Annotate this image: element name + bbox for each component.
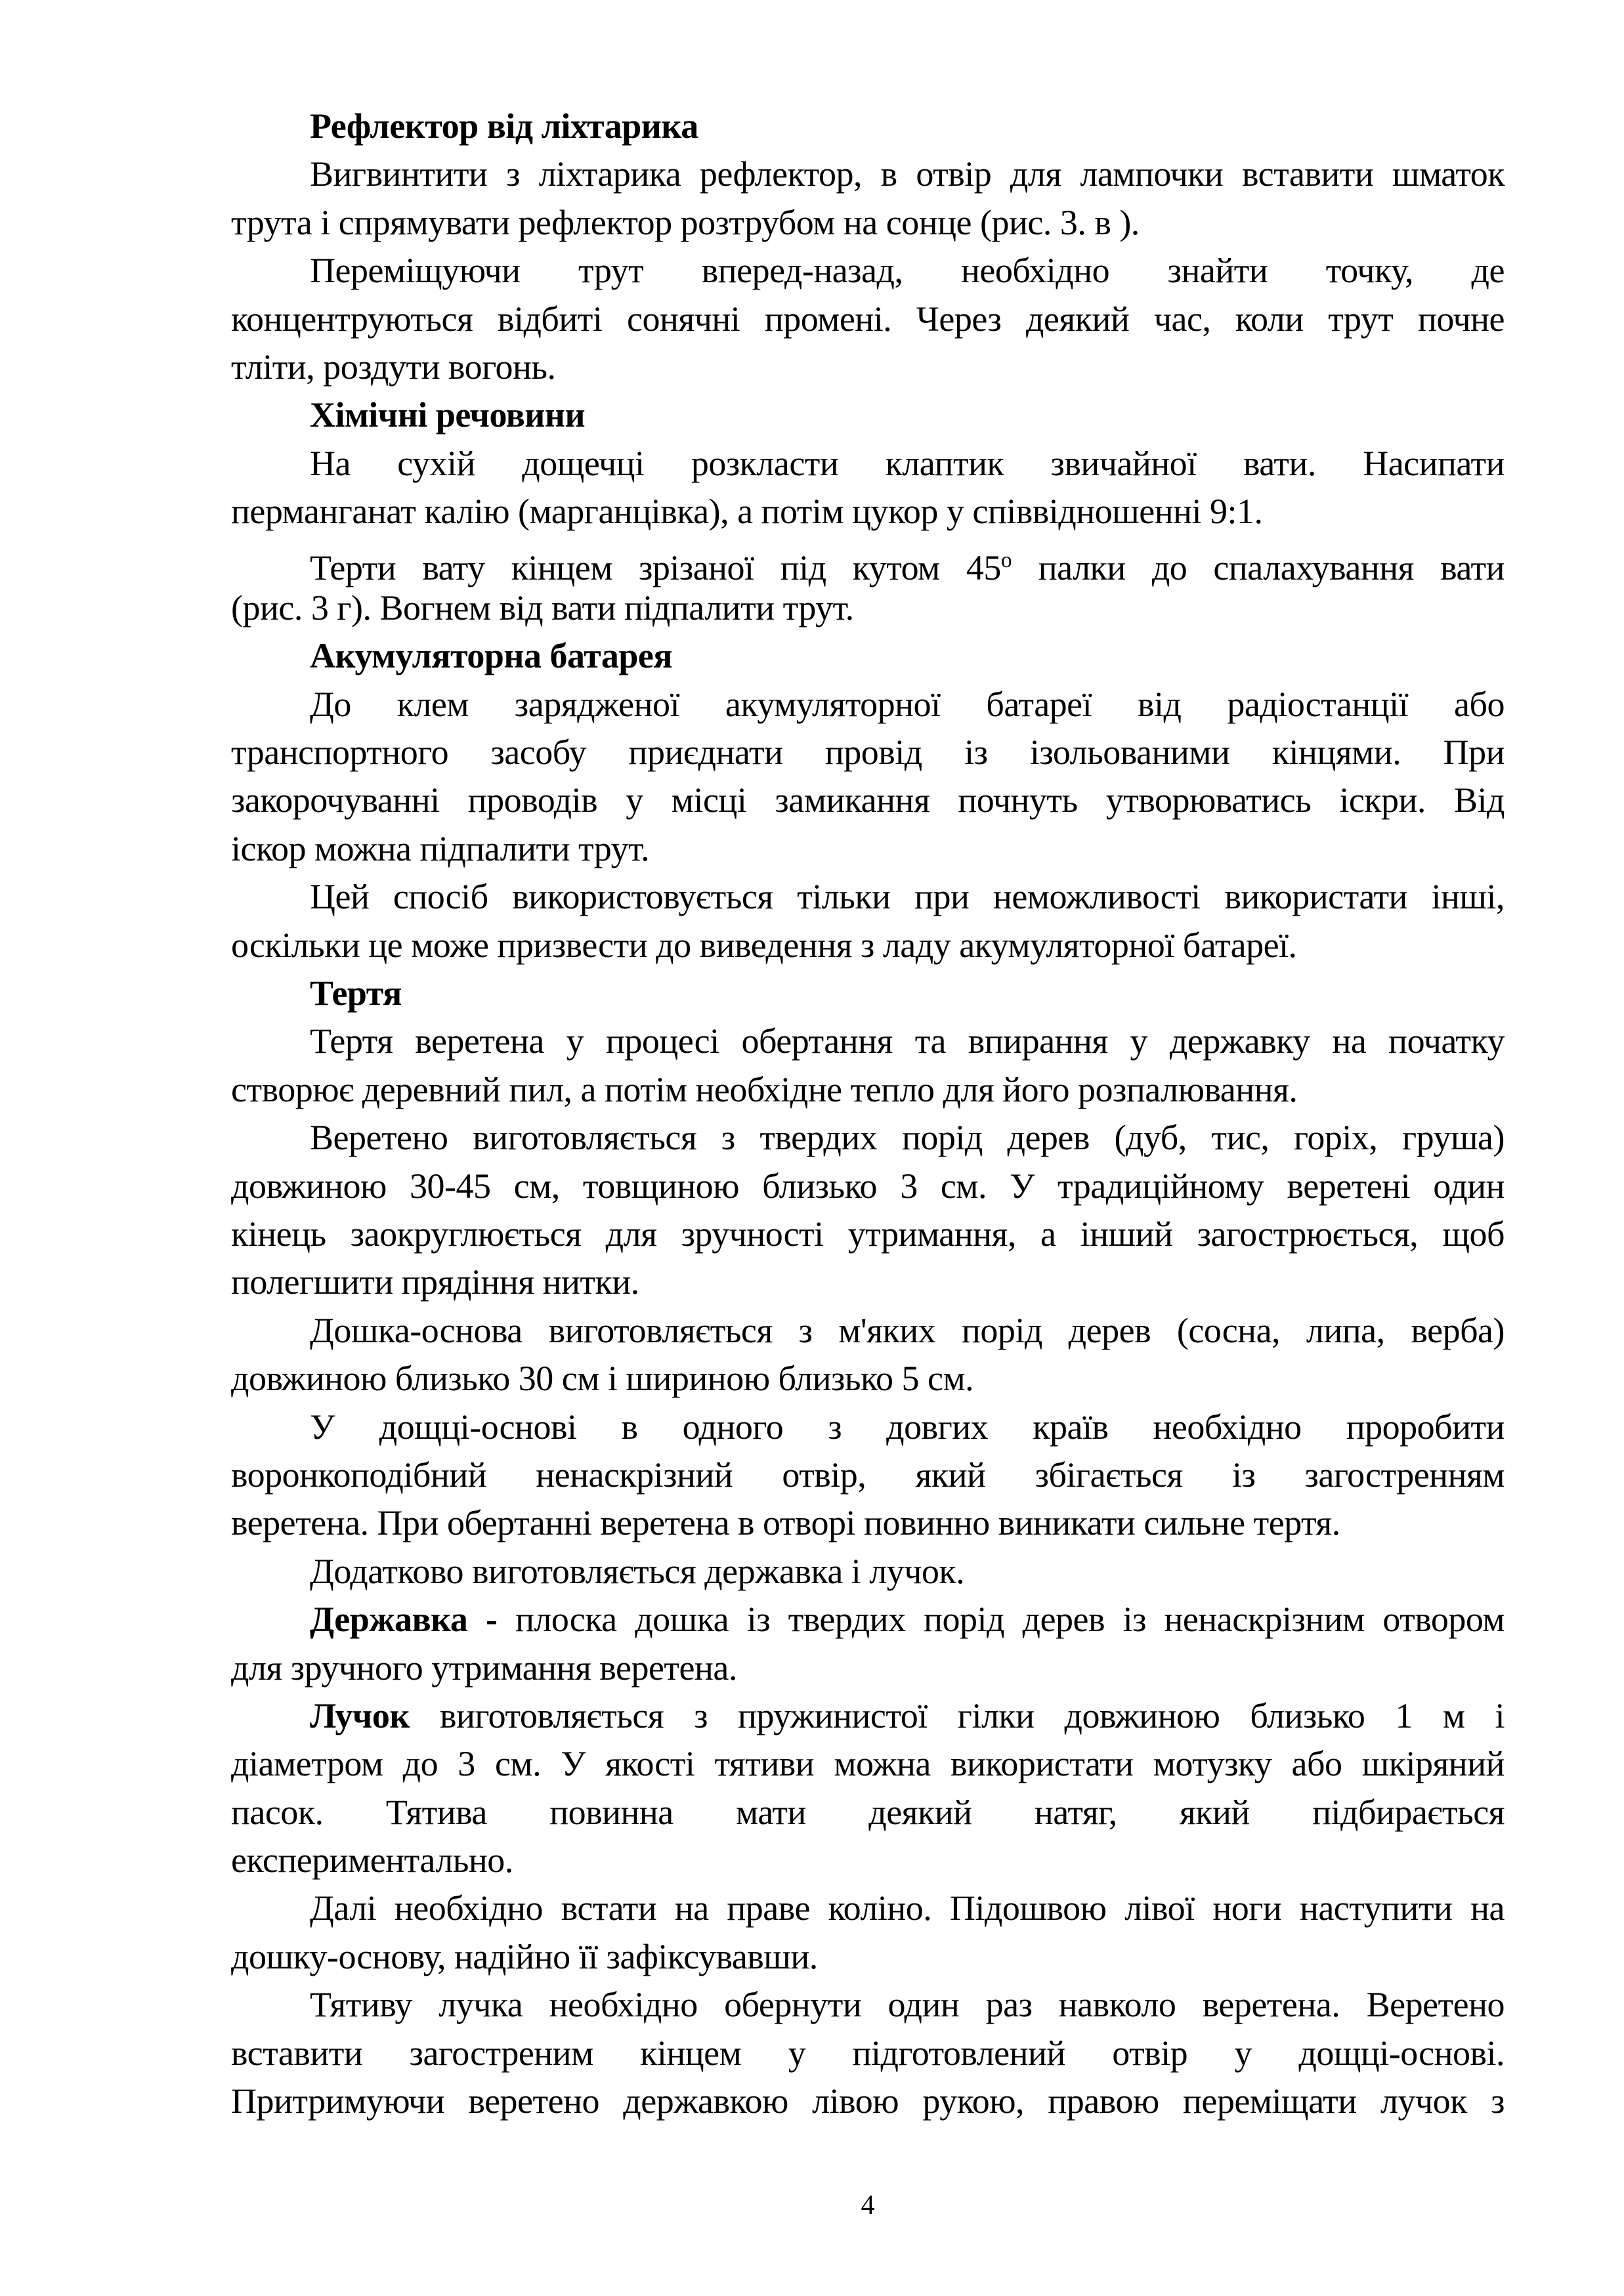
- text-run: У дощці-основі в одного з довгих країв необхідно проробити: [310, 1407, 1505, 1447]
- text-run: Переміщуючи трут вперед-назад, необхідно знайти точку, де: [310, 251, 1505, 291]
- bold-run: Державка -: [310, 1600, 498, 1640]
- text-run: До клем зарядженої акумуляторної батареї від радіостанції або: [310, 684, 1505, 724]
- section-heading: [231, 391, 1505, 439]
- text-run: закорочуванні проводів у місці замикання почнуть утворюватись іскри. Від: [231, 780, 1505, 820]
- text-run: експериментально.: [231, 1840, 513, 1881]
- text-line: [231, 729, 1505, 776]
- text-line: [231, 1451, 1505, 1499]
- page-footer: [231, 2190, 1505, 2221]
- text-line: [231, 776, 1505, 824]
- text-run: веретена. При обертанні веретена в отворі повинно виникати сильне тертя.: [231, 1503, 1340, 1543]
- text-run: Тятиву лучка необхідно обернути один раз навколо веретена. Веретено: [310, 1985, 1505, 2025]
- text-line: [231, 536, 1505, 587]
- text-line: [231, 295, 1505, 343]
- text-run: для зручного утримання веретена.: [231, 1648, 737, 1688]
- text-line: [231, 1355, 1505, 1403]
- text-run: воронкоподібний ненаскрізний отвір, який збігається із загостренням: [231, 1455, 1505, 1495]
- text-line: [231, 247, 1505, 295]
- text-line: [231, 1596, 1505, 1644]
- text-line: [231, 1499, 1505, 1547]
- text-run: створює деревний пил, а потім необхідне тепло для його розпалювання.: [231, 1069, 1298, 1109]
- text-run: пасок. Тятива повинна мати деякий натяг, який підбирається: [231, 1792, 1505, 1832]
- text-run: довжиною 30-45 см, товщиною близько 3 см. У традиційному веретені один: [231, 1166, 1505, 1206]
- text-line: [231, 488, 1505, 536]
- text-line: [231, 584, 1505, 632]
- text-line: [231, 1210, 1505, 1258]
- text-run: плоска дошка із твердих порід дерев із ненаскрізним отвором: [497, 1600, 1505, 1640]
- text-line: [231, 1644, 1505, 1692]
- text-run: транспортного засобу приєднати провід із ізольованими кінцями. При: [231, 733, 1505, 773]
- text-line: [231, 343, 1505, 391]
- text-line: [231, 922, 1505, 969]
- text-run: Додатково виготовляється державка і лучок.: [310, 1551, 965, 1591]
- superscript-run: о: [1000, 547, 1012, 572]
- text-run: Терти вату кінцем зрізаної під кутом 45: [310, 547, 1001, 587]
- text-line: [231, 150, 1505, 198]
- text-run: Тертя веретена у процесі обертання та впирання у державку на початку: [310, 1021, 1505, 1061]
- text-run: Веретено виготовляється з твердих порід дерев (дуб, тис, горіх, груша): [310, 1118, 1505, 1158]
- text-line: [231, 2030, 1505, 2077]
- text-run: трута і спрямувати рефлектор розтрубом на сонце (рис. 3. в ).: [231, 202, 1140, 242]
- text-run: Притримуючи веретено державкою лівою рукою, правою переміщати лучок з: [231, 2081, 1505, 2121]
- text-line: [231, 1692, 1505, 1740]
- text-run: Дошка-основа виготовляється з м'яких порід дерев (сосна, липа, верба): [310, 1310, 1505, 1350]
- text-line: [231, 1981, 1505, 2029]
- text-line: [231, 1403, 1505, 1451]
- text-line: [231, 681, 1505, 729]
- text-line: [231, 1837, 1505, 1884]
- text-line: [231, 440, 1505, 488]
- text-run: Цей спосіб використовується тільки при неможливості використати інші,: [310, 877, 1505, 917]
- text-line: [231, 1017, 1505, 1065]
- section-heading: [231, 969, 1505, 1017]
- text-run: (рис. 3 г). Вогнем від вати підпалити трут.: [231, 587, 854, 627]
- section-heading: [231, 102, 1505, 150]
- text-run: дошку-основу, надійно її зафіксувавши.: [231, 1936, 818, 1976]
- text-line: [231, 1789, 1505, 1837]
- text-line: [231, 1162, 1505, 1210]
- text-run: вставити загостреним кінцем у підготовлений отвір у дощці-основі.: [231, 2033, 1505, 2073]
- bold-run: Тертя: [310, 973, 402, 1013]
- text-run: оскільки це може призвести до виведення з ладу акумуляторної батареї.: [231, 925, 1297, 965]
- bold-run: Акумуляторна батарея: [310, 636, 673, 676]
- page-number: 4: [861, 2190, 875, 2221]
- text-line: [231, 825, 1505, 873]
- text-run: На сухій дощечці розкласти клаптик звичайної вати. Насипати: [310, 443, 1505, 483]
- text-line: [231, 1740, 1505, 1788]
- text-line: [231, 1548, 1505, 1596]
- text-line: [231, 1114, 1505, 1162]
- text-run: перманганат калію (марганцівка), а потім цукор у співвідношенні 9:1.: [231, 492, 1263, 532]
- text-block: [231, 102, 1505, 2125]
- text-run: палки до спалахування вати: [1012, 547, 1505, 587]
- text-run: Вигвинтити з ліхтарика рефлектор, в отвір для лампочки вставити шматок: [310, 154, 1505, 194]
- bold-run: Лучок: [310, 1695, 410, 1735]
- text-line: [231, 1066, 1505, 1114]
- text-line: [231, 1884, 1505, 1932]
- text-run: кінець заокруглюється для зручності утримання, а інший загострюється, щоб: [231, 1214, 1505, 1254]
- text-line: [231, 873, 1505, 921]
- text-run: виготовляється з пружинистої гілки довжиною близько 1 м і: [409, 1695, 1505, 1735]
- text-run: діаметром до 3 см. У якості тятиви можна використати мотузку або шкіряний: [231, 1744, 1505, 1784]
- text-run: полегшити прядіння нитки.: [231, 1262, 639, 1302]
- text-line: [231, 1933, 1505, 1981]
- text-line: [231, 1307, 1505, 1355]
- text-line: [231, 2077, 1505, 2125]
- bold-run: Хімічні речовини: [310, 395, 586, 435]
- text-line: [231, 1258, 1505, 1306]
- text-run: концентруються відбиті сонячні промені. Через деякий час, коли трут почне: [231, 299, 1505, 339]
- section-heading: [231, 632, 1505, 680]
- text-run: довжиною близько 30 см і шириною близько 5 см.: [231, 1359, 974, 1399]
- text-run: іскор можна підпалити трут.: [231, 828, 650, 868]
- bold-run: Рефлектор від ліхтарика: [310, 106, 698, 146]
- text-run: тліти, роздути вогонь.: [231, 347, 556, 387]
- text-run: Далі необхідно встати на праве коліно. Підошвою лівої ноги наступити на: [310, 1888, 1505, 1928]
- text-line: [231, 199, 1505, 247]
